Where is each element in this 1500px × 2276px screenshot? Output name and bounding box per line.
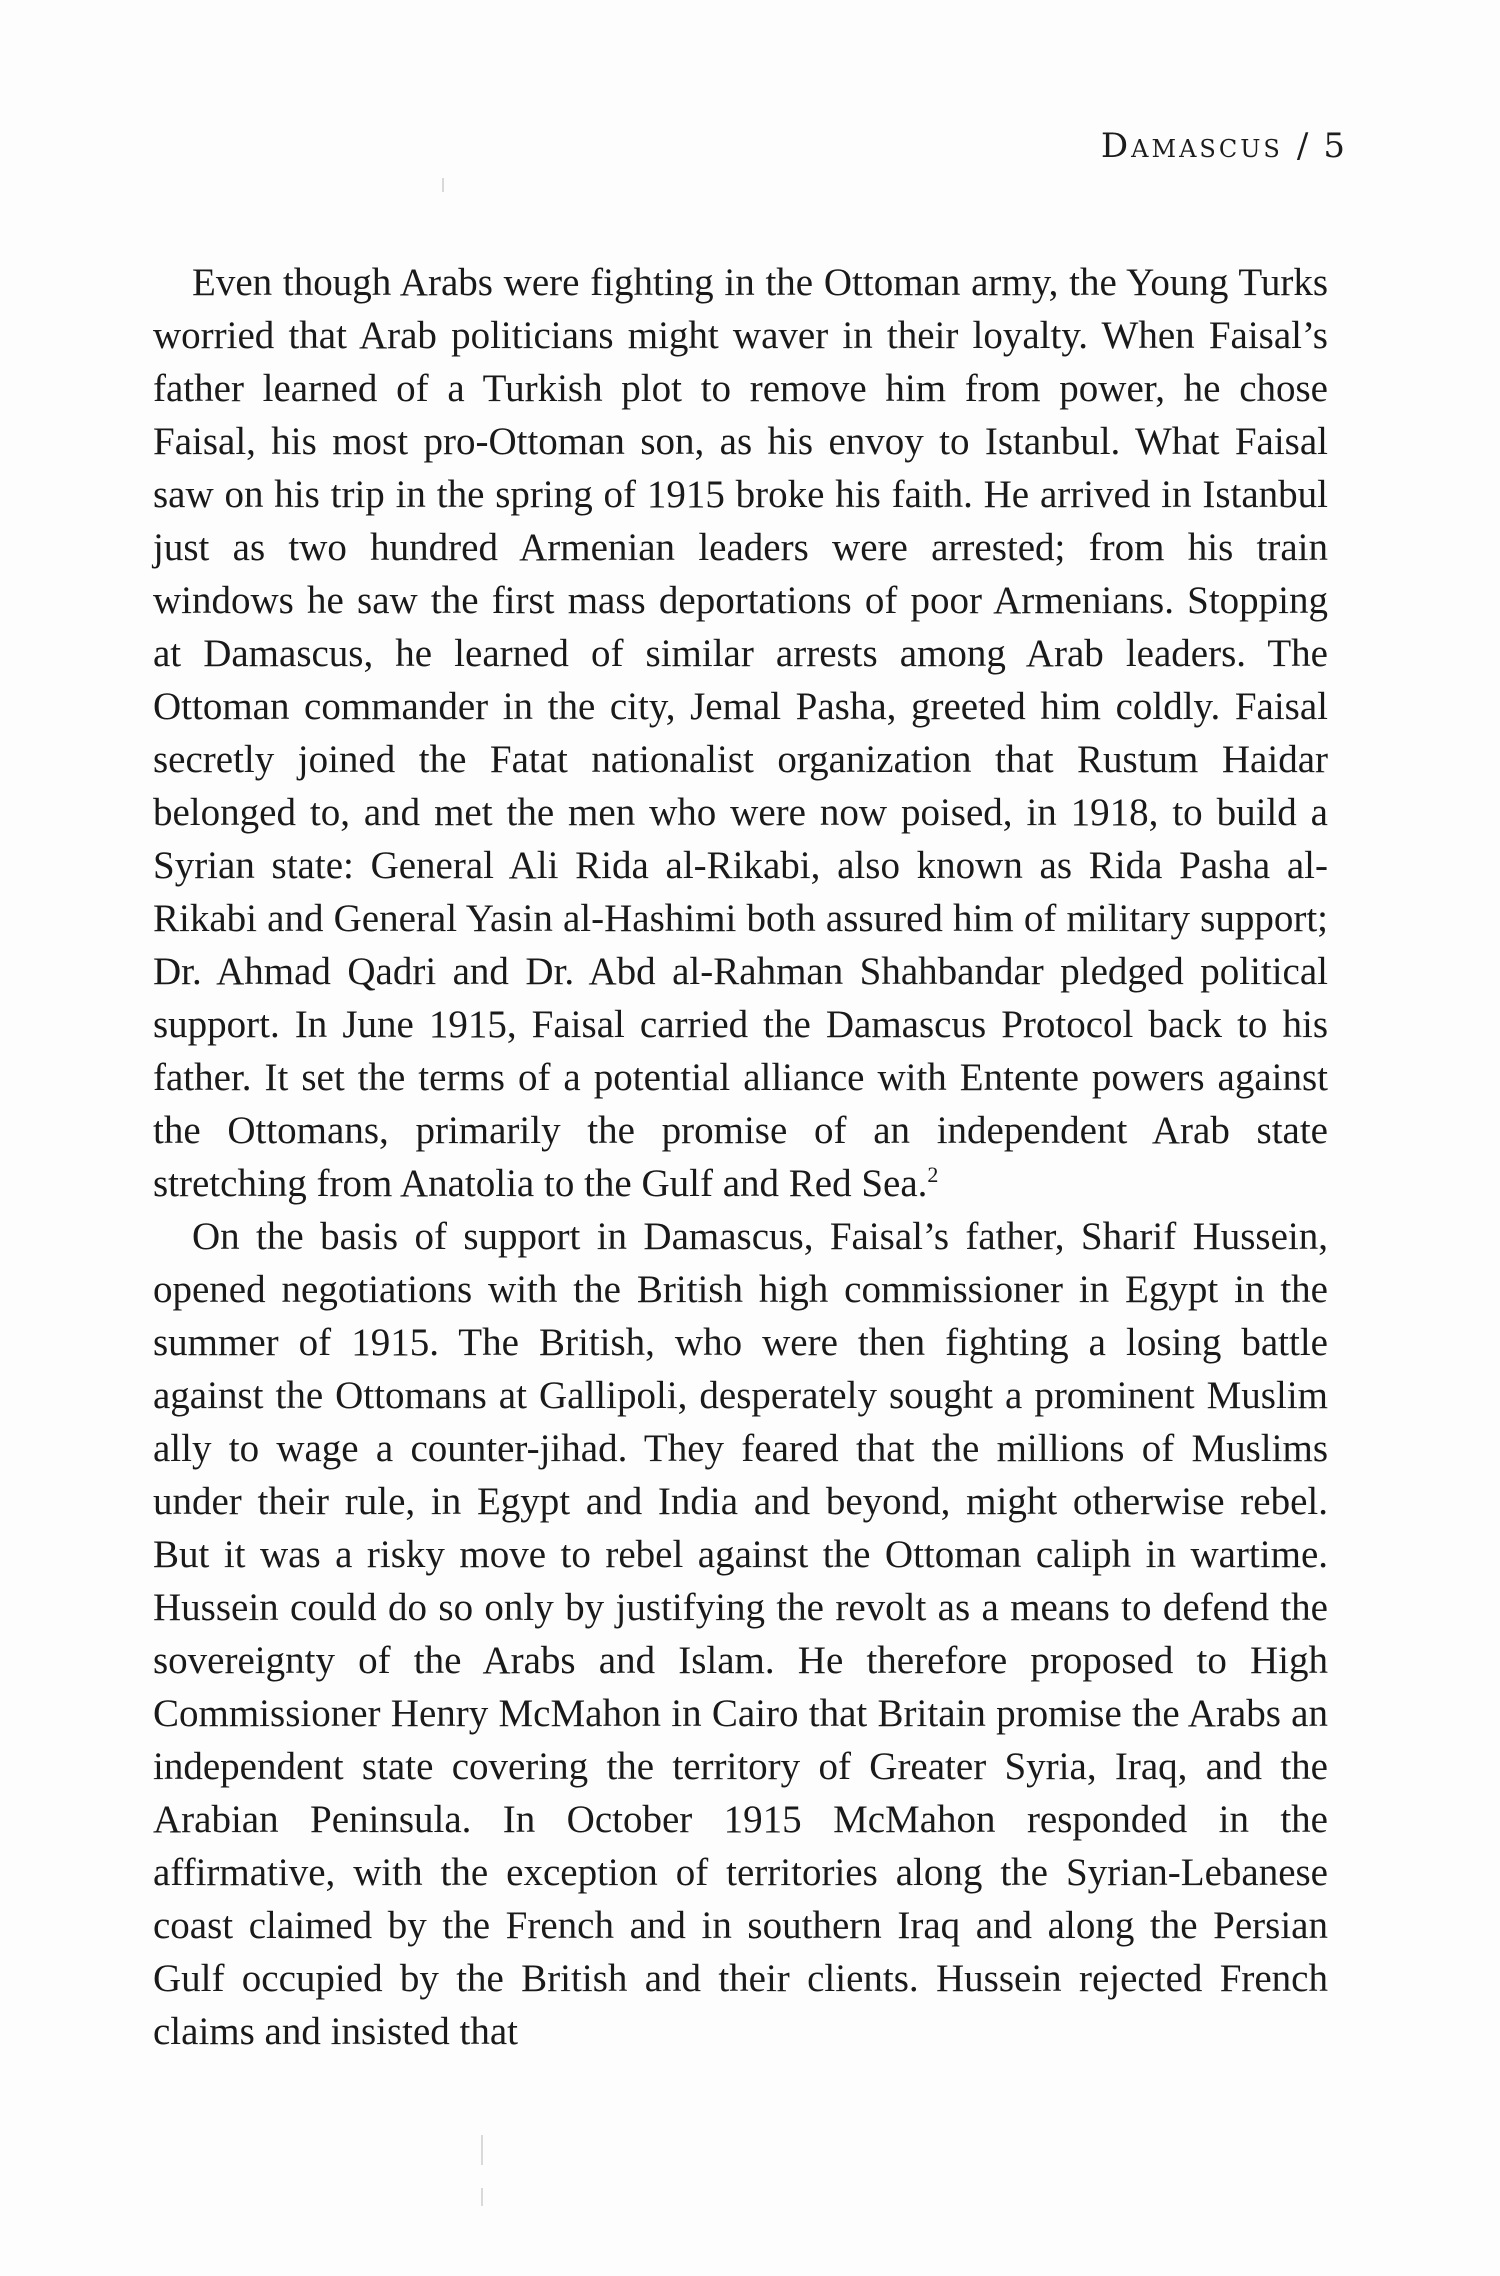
paragraph-1	[153, 256, 1328, 1210]
running-head	[1101, 126, 1346, 166]
scan-speck	[442, 178, 444, 192]
paragraph-2-text: On the basis of support in Damascus, Faisal’s father, Sharif Hussein, opened negotiations with the British high commissioner in Egypt in the summer of 1915. The British, who were then fighting a losing battle against the Ottomans at Gallipoli, desperately sought a prominent Muslim ally to wage a counter-jihad. They feared that the millions of Muslims under their rule, in Egypt and India and beyond, might otherwise rebel. But it was a risky move to rebel against the Ottoman caliph in wartime. Hussein could do so only by justifying the revolt as a means to defend the sovereignty of the Arabs and Islam. He therefore proposed to High Commissioner Henry McMahon in Cairo that Britain promise the Arabs an independent state covering the territory of Greater Syria, Iraq, and the Arabian Peninsula. In October 1915 McMahon responded in the affirmative, with the exception of territories along the Syrian-Lebanese coast claimed by the French and in southern Iraq and along the Persian Gulf occupied by the British and their clients. Hussein rejected French claims and insisted that	[153, 1215, 1328, 2053]
scan-speck	[481, 2188, 483, 2206]
page-number: 5	[1323, 126, 1346, 166]
paragraph-2	[153, 1210, 1328, 2058]
header-separator: /	[1296, 126, 1310, 166]
body-text	[153, 256, 1328, 2058]
chapter-title: Damascus	[1100, 126, 1283, 166]
footnote-marker: 2	[927, 1162, 939, 1187]
paragraph-1-text: Even though Arabs were fighting in the Ottoman army, the Young Turks worried that Arab politicians might waver in their loyalty. When Faisal’s father learned of a Turkish plot to remove him from power, he chose Faisal, his most pro-Ottoman son, as his envoy to Istanbul. What Faisal saw on his trip in the spring of 1915 broke his faith. He arrived in Istanbul just as two hundred Armenian leaders were arrested; from his train windows he saw the first mass deportations of poor Armenians. Stopping at Damascus, he learned of similar arrests among Arab leaders. The Ottoman commander in the city, Jemal Pasha, greeted him coldly. Faisal secretly joined the Fatat nationalist organization that Rustum Haidar belonged to, and met the men who were now poised, in 1918, to build a Syrian state: General Ali Rida al-Rikabi, also known as Rida Pasha al-Rikabi and General Yasin al-Hashimi both assured him of military support; Dr. Ahmad Qadri and Dr. Abd al-Rahman Shahbandar pledged political support. In June 1915, Faisal carried the Damascus Protocol back to his father. It set the terms of a potential alliance with Entente powers against the Ottomans, primarily the promise of an independent Arab state stretching from Anatolia to the Gulf and Red Sea.	[153, 261, 1328, 1205]
scan-speck	[481, 2135, 483, 2165]
